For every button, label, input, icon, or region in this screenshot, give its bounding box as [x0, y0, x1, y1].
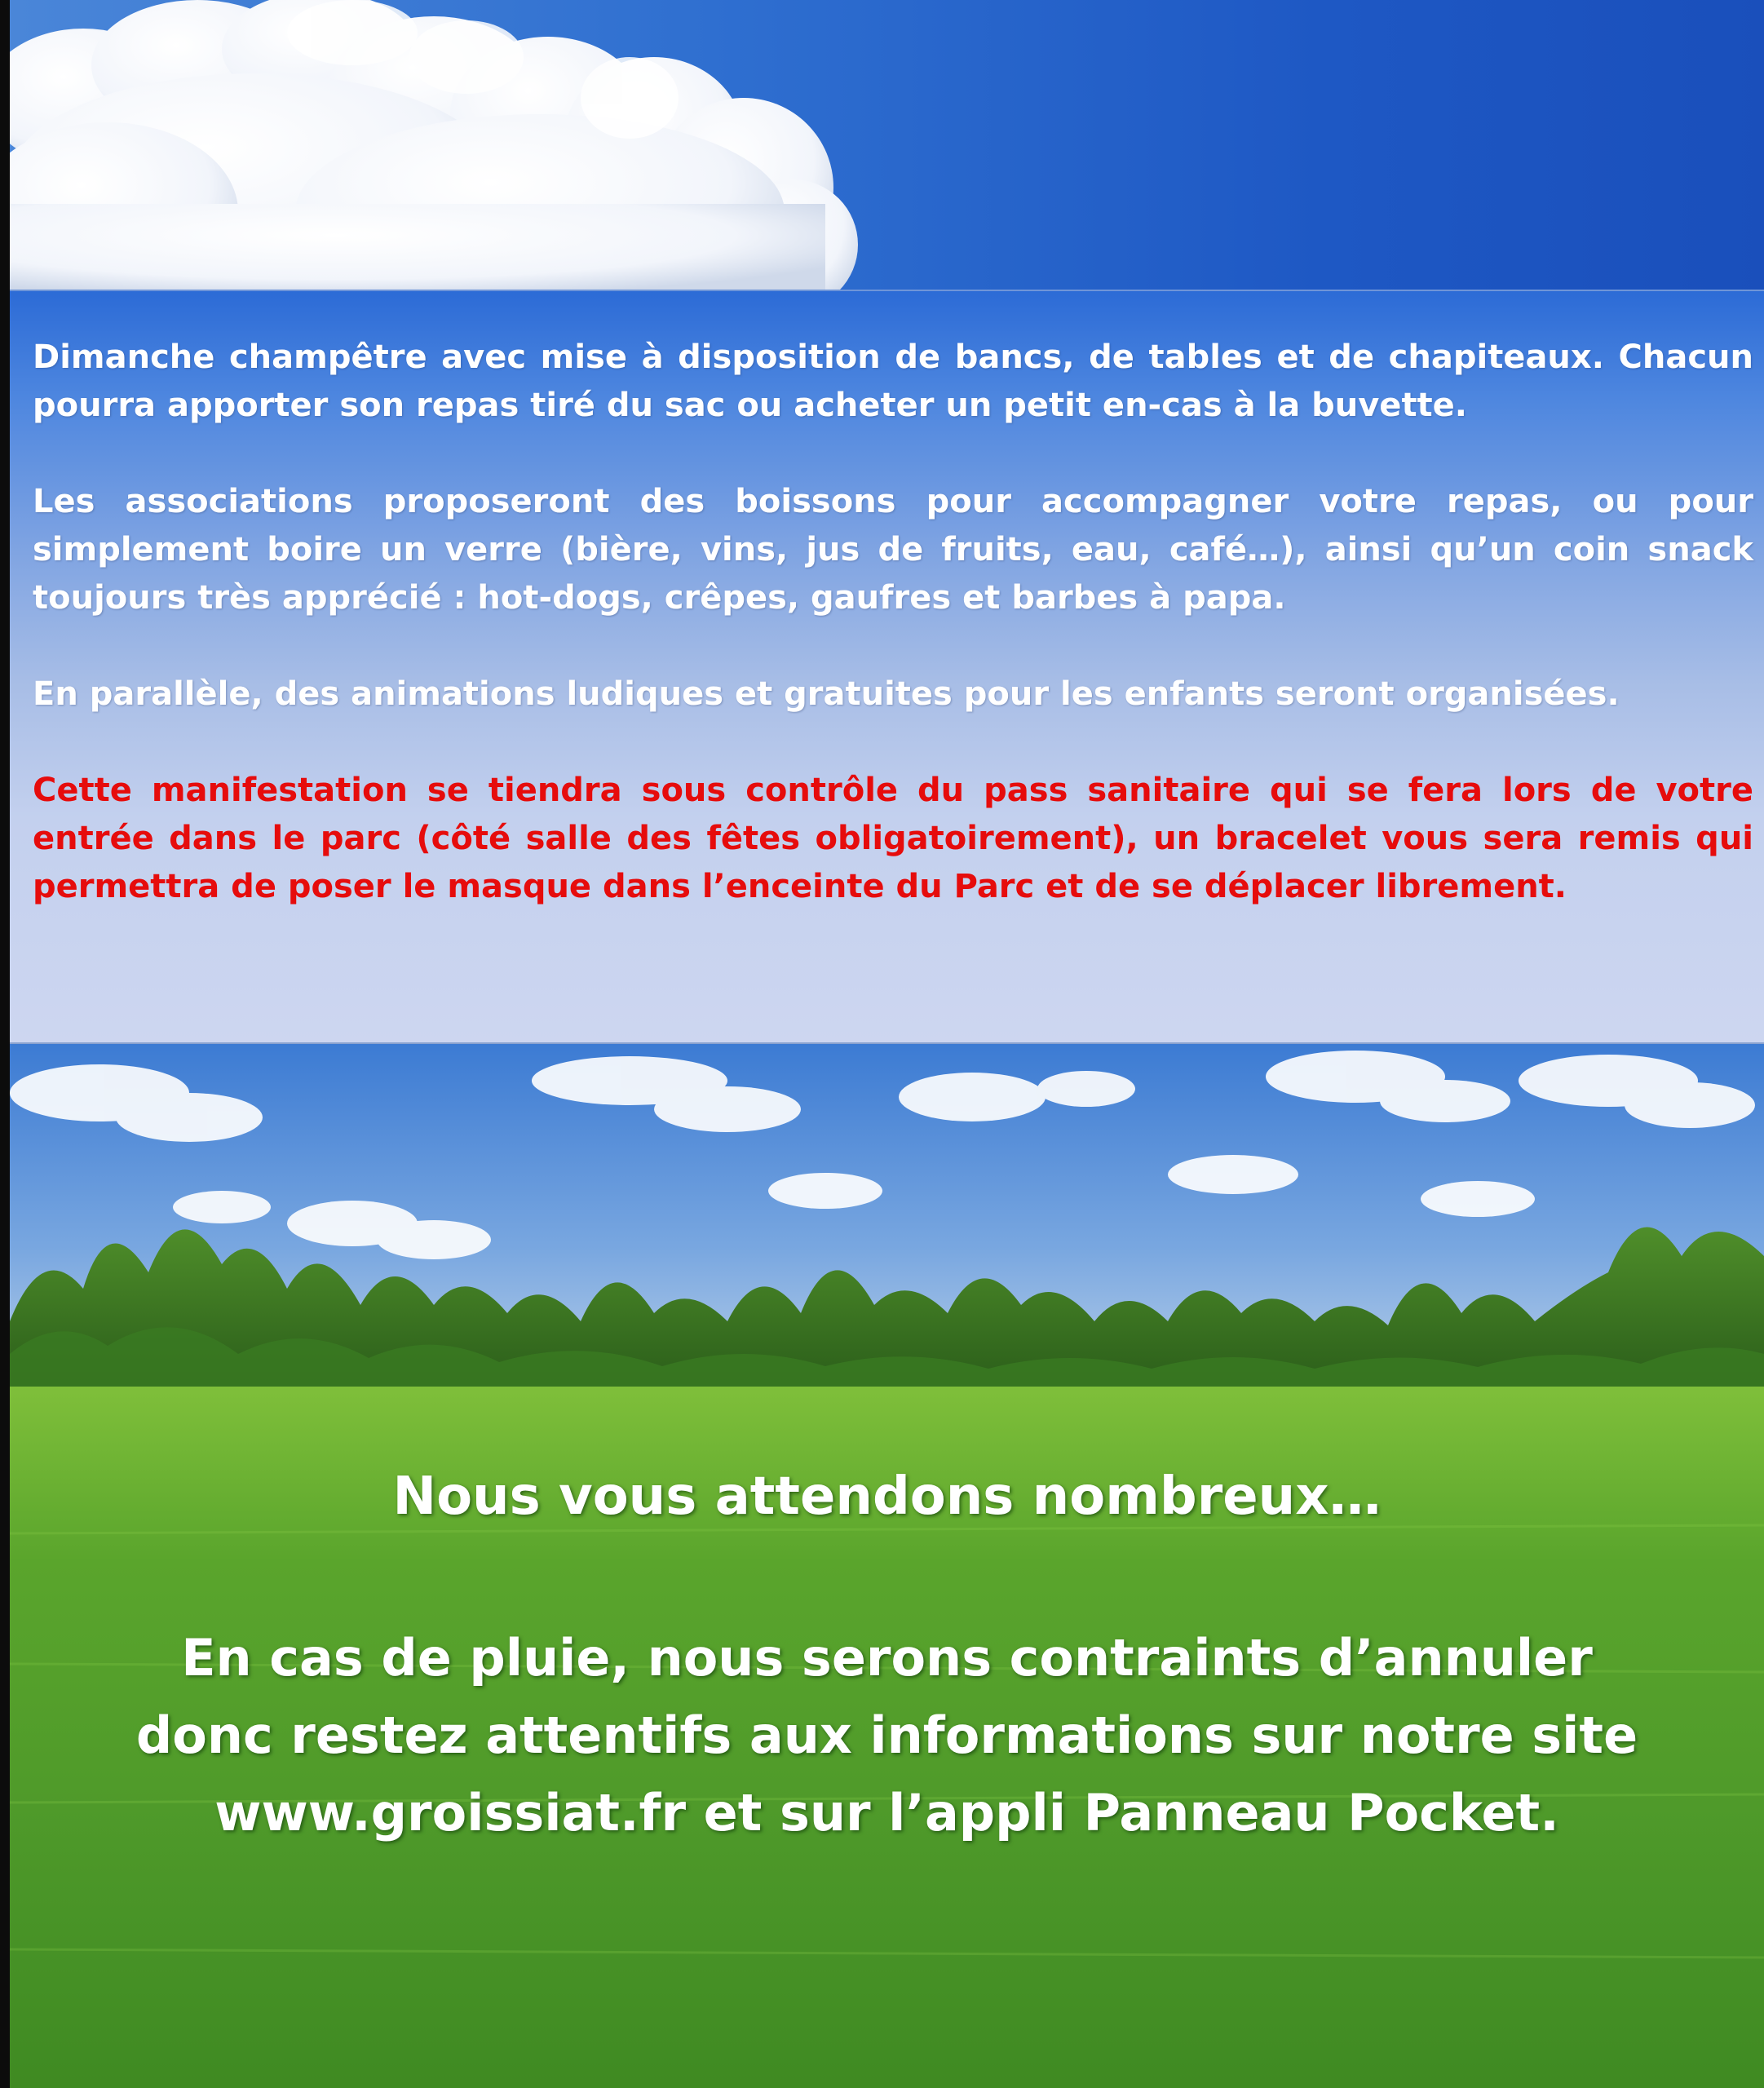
cloud-illustration [10, 0, 1764, 294]
paragraph-picnic: Dimanche champêtre avec mise à disposition de bancs, de tables et de chapiteaux. Chacun pourra apporter son repas tiré du sac ou acheter un petit en-cas à la buvette. [33, 338, 1753, 424]
meadow-landscape-image [10, 1044, 1764, 2088]
rain-notice-line-3: www.groissiat.fr et sur l’appli Panneau Pocket. [214, 1783, 1559, 1842]
paragraph-kids-activities: En parallèle, des animations ludiques et gratuites pour les enfants seront organisées. [33, 675, 1620, 713]
health-pass-notice: Cette manifestation se tiendra sous contrôle du pass sanitaire qui se fera lors de votre entrée dans le parc (côté salle des fêtes obligatoirement), un bracelet vous sera remis qui permettra de poser le masque dans l’enceinte du Parc et de se déplacer librement. [33, 772, 1753, 905]
welcome-message: Nous vous attendons nombreux… [392, 1466, 1382, 1527]
left-border [0, 0, 10, 2088]
top-sky-image [10, 0, 1764, 294]
rain-notice-line-2: donc restez attentifs aux informations sur notre site [135, 1705, 1638, 1765]
rain-notice-line-1: En cas de pluie, nous serons contraints d’annuler [181, 1628, 1593, 1688]
meadow-illustration [10, 1044, 1764, 2088]
info-text-block [33, 334, 1753, 959]
rain-notice [10, 1619, 1764, 1851]
info-panel [10, 290, 1764, 1044]
paragraph-drinks: Les associations proposeront des boissons pour accompagner votre repas, ou pour simplement boire un verre (bière, vins, jus de fruits, eau, café…), ainsi qu’un coin snack toujours très apprécié : hot-dogs, crêpes, gaufres et barbes à papa. [33, 483, 1753, 617]
